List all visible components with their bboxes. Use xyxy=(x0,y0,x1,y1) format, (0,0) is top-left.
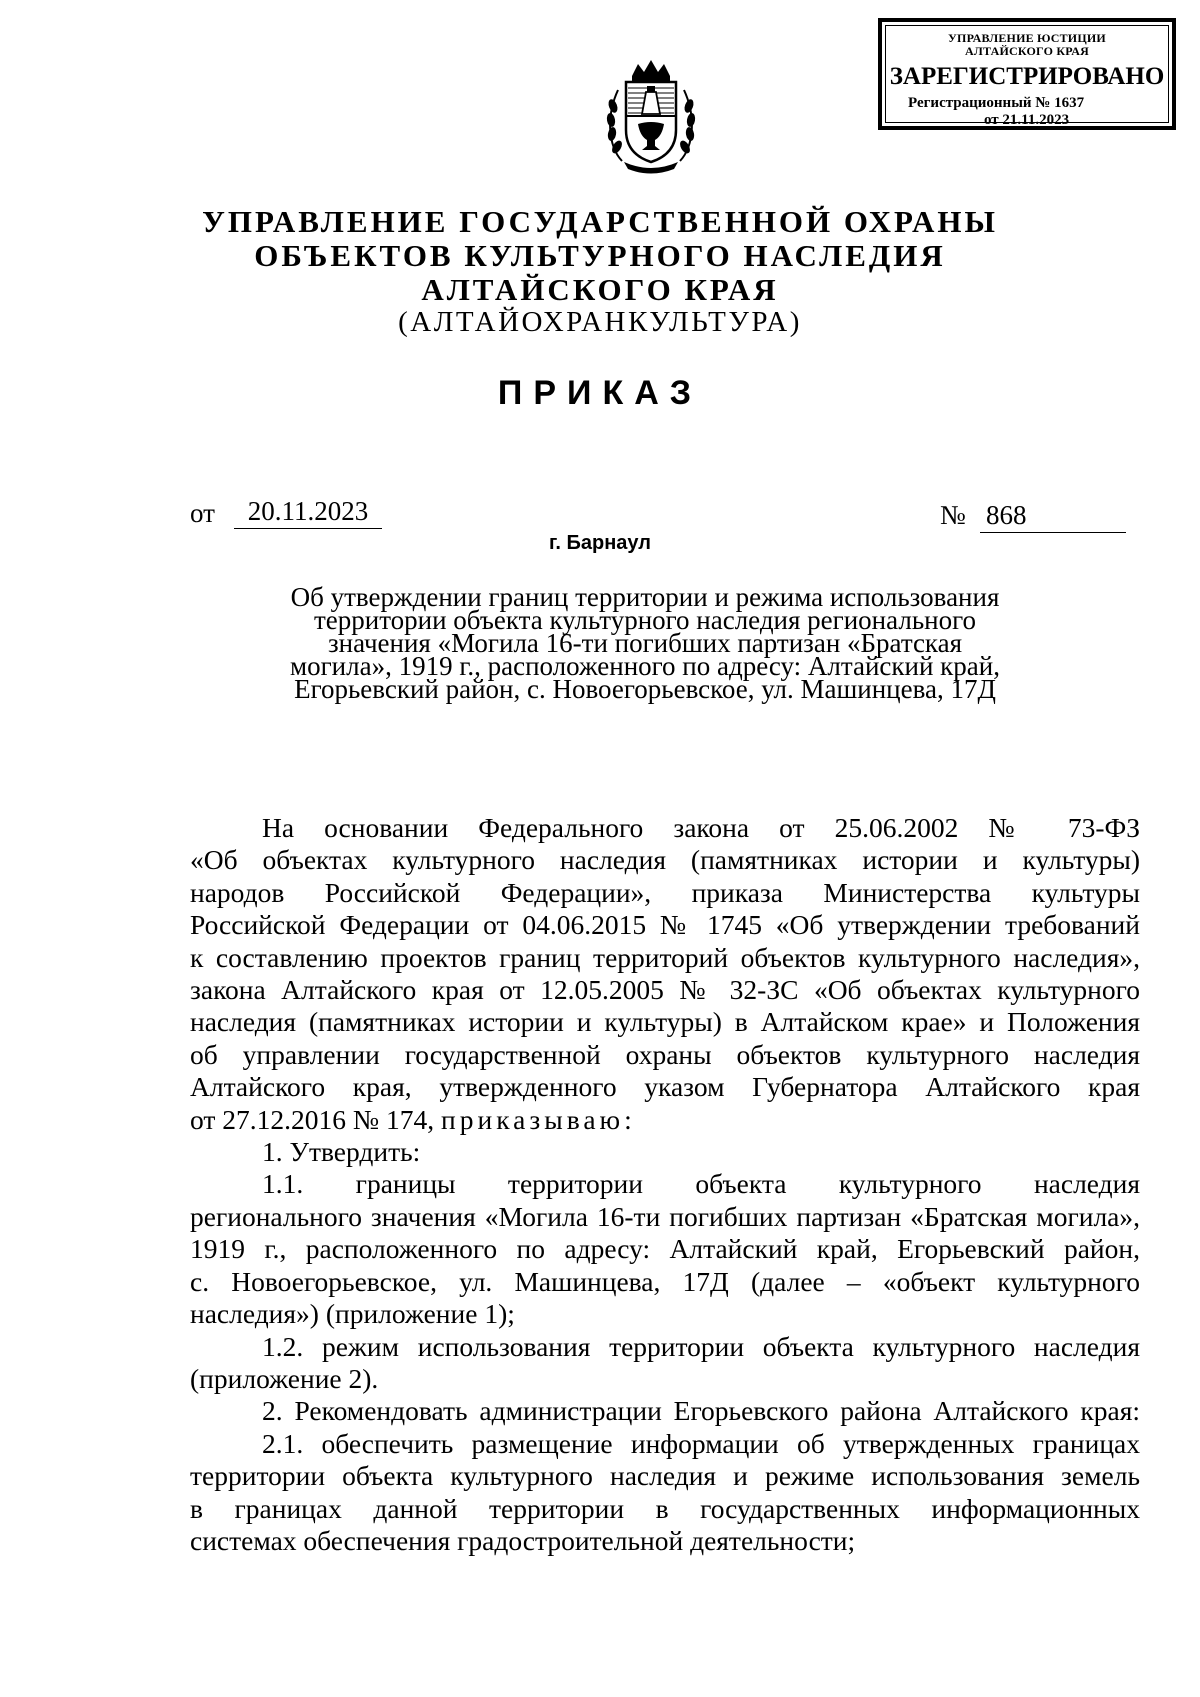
body-line: народов Российской Федерации», приказа Министерства культуры xyxy=(190,876,1140,908)
subject-line: значения «Могила 16-ти погибших партизан «Братская xyxy=(327,628,963,658)
decree-reference: от 27.12.2016 № 174, xyxy=(190,1103,435,1135)
body-line: 1919 г., расположенного по адресу: Алтайский край, Егорьевский район, xyxy=(190,1233,1140,1265)
stamp-inner-border xyxy=(885,25,1169,128)
body-line: наследия») (приложение 1); xyxy=(190,1298,515,1330)
order-date: 20.11.2023 xyxy=(234,496,382,529)
body-line: об управлении государственной охраны объектов культурного наследия xyxy=(190,1038,1140,1070)
body-line: территории объекта культурного наследия и режиме использования земель xyxy=(190,1460,1140,1492)
body-line: (приложение 2). xyxy=(190,1362,379,1394)
stamp-reg-date: от 21.11.2023 xyxy=(984,112,1070,128)
order-number: 868 xyxy=(980,500,1126,533)
agency-name-line3: АЛТАЙСКОГО КРАЯ xyxy=(421,272,779,307)
item-1: 1. Утвердить: xyxy=(262,1136,421,1168)
city-name: г. Барнаул xyxy=(549,532,651,554)
body-line: наследия (памятниках истории и культуры) в Алтайском крае» и Положения xyxy=(190,1006,1140,1038)
order-word: приказываю: xyxy=(441,1103,636,1135)
subject-line: могила», 1919 г., расположенного по адресу: Алтайский край, xyxy=(290,651,1000,681)
body-line: в границах данной территории в государственных информационных xyxy=(190,1492,1140,1524)
item-2-1: 2.1. обеспечить размещение информации об утвержденных границах xyxy=(262,1427,1140,1459)
body-line: к составлению проектов границ территорий объектов культурного наследия», xyxy=(190,941,1140,973)
subject-line: территории объекта культурного наследия регионального xyxy=(313,605,976,635)
subject-line: Об утверждении границ территории и режима использования xyxy=(290,582,1000,612)
date-prefix: от xyxy=(190,498,215,528)
item-1-1: 1.1. границы территории объекта культурного наследия xyxy=(262,1168,1140,1200)
agency-name-line1: УПРАВЛЕНИЕ ГОСУДАРСТВЕННОЙ ОХРАНЫ xyxy=(202,204,998,239)
stamp-reg-number: Регистрационный № 1637 xyxy=(908,95,1085,111)
body-line: системах обеспечения градостроительной деятельности; xyxy=(190,1524,856,1556)
order-body xyxy=(190,812,1140,1557)
body-line: с. Новоегорьевское, ул. Машинцева, 17Д (далее – «объект культурного xyxy=(190,1265,1140,1297)
body-line: Алтайского края, утвержденного указом Губернатора Алтайского края xyxy=(190,1071,1140,1103)
number-sign: № xyxy=(940,500,966,530)
document-title: ПРИКАЗ xyxy=(497,374,703,412)
stamp-status: ЗАРЕГИСТРИРОВАНО xyxy=(889,63,1165,90)
agency-name-line2: ОБЪЕКТОВ КУЛЬТУРНОГО НАСЛЕДИЯ xyxy=(254,238,946,273)
order-subject xyxy=(250,582,1040,704)
body-line: На основании Федерального закона от 25.06.2002 № 73-ФЗ xyxy=(262,812,1140,843)
subject-line: Егорьевский район, с. Новоегорьевское, ул. Машинцева, 17Д xyxy=(294,674,996,704)
body-line xyxy=(190,1104,1140,1136)
agency-short-name: (АЛТАЙОХРАНКУЛЬТУРА) xyxy=(398,306,802,338)
body-line: регионального значения «Могила 16-ти погибших партизан «Братская могила», xyxy=(190,1200,1140,1232)
item-2: 2. Рекомендовать администрации Егорьевского района Алтайского края: xyxy=(262,1395,1140,1427)
stamp-authority-line2: АЛТАЙСКОГО КРАЯ xyxy=(965,44,1089,58)
body-line: «Об объектах культурного наследия (памятниках истории и культуры) xyxy=(190,844,1140,876)
coat-of-arms-icon xyxy=(602,56,700,176)
stamp-authority-line1: УПРАВЛЕНИЕ ЮСТИЦИИ xyxy=(948,31,1106,45)
body-line: Российской Федерации от 04.06.2015 № 1745 «Об утверждении требований xyxy=(190,909,1140,941)
body-line: закона Алтайского края от 12.05.2005 № 32-ЗС «Об объектах культурного xyxy=(190,974,1140,1006)
item-1-2: 1.2. режим использования территории объекта культурного наследия xyxy=(262,1330,1140,1362)
registration-stamp xyxy=(878,18,1176,130)
